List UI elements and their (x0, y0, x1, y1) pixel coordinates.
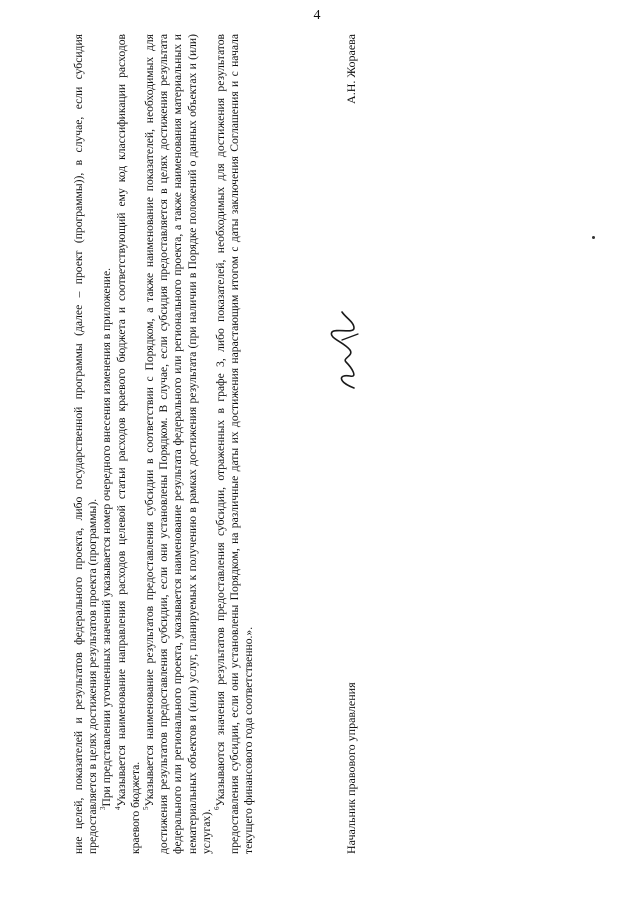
page-number: 4 (313, 8, 321, 23)
footnote-paragraph-3 (100, 34, 114, 854)
footnote-text: При представлении уточненных значений указывается номер очередного внесения изменения в приложение. (100, 267, 114, 807)
footnote-number: 6 (213, 806, 222, 810)
signature-block (344, 34, 362, 854)
footnote-number: 3 (99, 806, 108, 810)
scan-speck (592, 236, 595, 239)
footnote-text: Указывается наименование результатов предоставления субсидии в соответствии с Порядком, а также наименование показателей, необходимых для достижения результатов предоставления субсидии, если они установлены Порядком. В случае, если субсидия предоставляется в целях достижения результата федерального или регионального проекта, указывается наименование результата федерального или регионального проекта, а также наименования материальных и нематериальных объектов и (или) услуг, планируемых к получению в рамках достижения результата (при наличии в Порядке положений о данных объектах и (или) услугах). (143, 34, 213, 854)
rotated-document-body (72, 34, 362, 854)
footnote-text: Указывается наименование направления расходов целевой статьи расходов краевого бюджета и соответствующий ему код классификации расходов краевого бюджета. (114, 34, 142, 854)
footnote-paragraph-continuation (72, 34, 100, 854)
footnote-text: Указываются значения результатов предоставления субсидии, отраженных в графе 3, либо показателей, необходимых для достижения результатов предоставления субсидии, если они установлены Порядком, на различные даты их достижения нарастающим итогом с даты заключения Соглашения и с начала текущего финансового года соответственно.». (214, 34, 256, 854)
footnote-text: ние целей, показателей и результатов федерального проекта, либо государственной программы (далее – проект (программы)), в случае, если субсидия предоставляется в целях достижения результатов проекта (программы). (72, 34, 100, 854)
handwritten-signature (324, 308, 364, 392)
footnotes-text (72, 34, 257, 854)
footnote-number: 5 (142, 806, 151, 810)
footnote-paragraph-6 (214, 34, 257, 854)
footnote-number: 4 (113, 806, 122, 810)
signatory-name: А.Н. Жораева (344, 34, 358, 104)
signatory-title: Начальник правового управления (344, 682, 358, 854)
footnote-paragraph-4 (115, 34, 143, 854)
footnote-paragraph-5 (143, 34, 214, 854)
